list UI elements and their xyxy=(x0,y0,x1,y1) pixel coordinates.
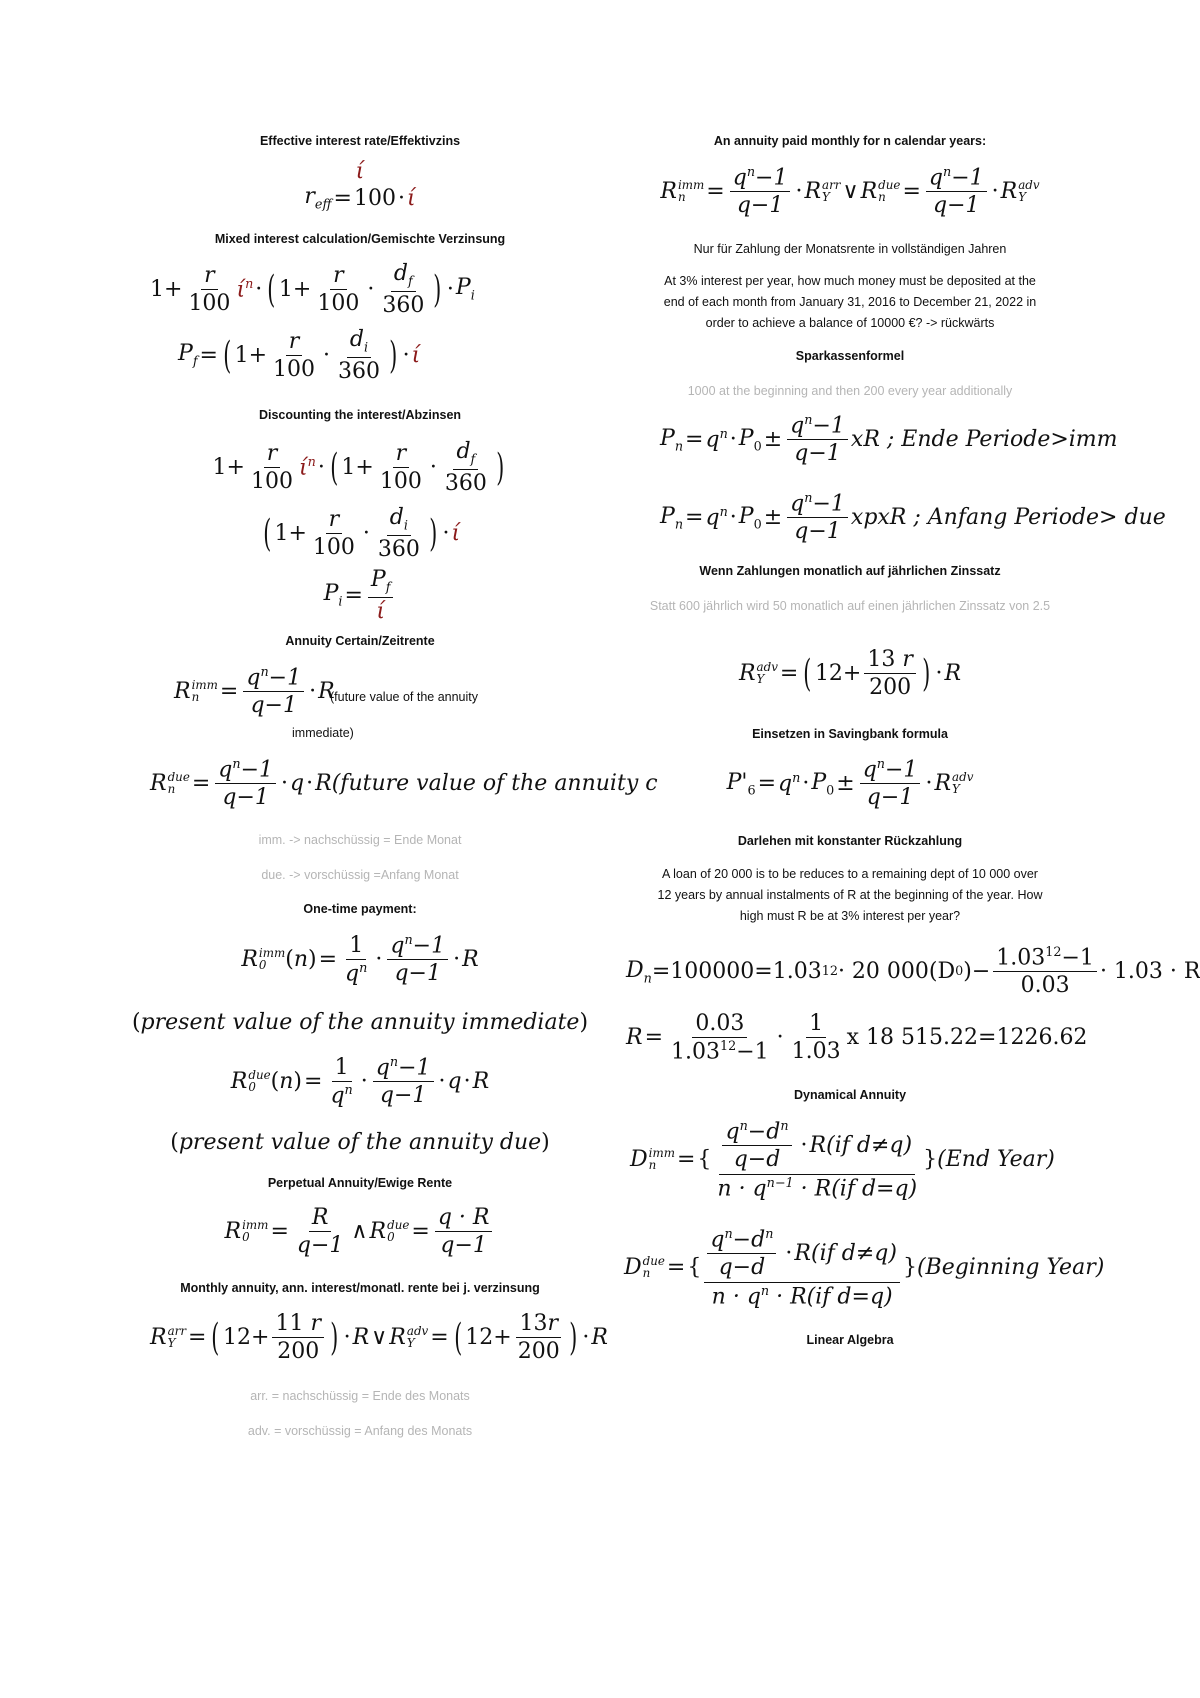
heading-one-time-payment: One-time payment: xyxy=(303,902,417,916)
heading-linear-algebra: Linear Algebra xyxy=(806,1333,894,1347)
gray-1000-note: 1000 at the beginning and then 200 every year additionally xyxy=(687,384,1013,398)
gray-imm-note: imm. -> nachschüssig = Ende Monat xyxy=(258,833,462,847)
heading-wenn: Wenn Zahlungen monatlich auf jährlichen Zinssatz xyxy=(699,564,1001,578)
gray-due-note: due. -> vorschüssig =Anfang Monat xyxy=(261,868,459,882)
formula-present-due: R due 0 ( n ) = $\frac{1}{q^n}$ · $q^n-1$ q−1 · q · R xyxy=(230,1055,490,1109)
present-imm-text: present value of the annuity immediate xyxy=(140,1010,580,1035)
formula-present-imm: R imm 0 ( n ) = $\frac{1}{q^n}$ · $q^n-1$ q−1 · R xyxy=(241,933,479,987)
formula-discount-2: ( 1+ $\frac{r}{100}$ · $d_i$ 360 ) · ί xyxy=(263,505,461,562)
note-future-imm-2: immediate) xyxy=(292,726,354,740)
note-future-imm: (future value of the annuity xyxy=(330,690,479,704)
heading-dynamical: Dynamical Annuity xyxy=(793,1088,907,1102)
heading-annuity-certain: Annuity Certain/Zeitrente xyxy=(285,634,435,648)
dn-tail-text: )− xyxy=(963,959,991,985)
gray-statt-note: Statt 600 jährlich wird 50 monatlich auf einen jährlichen Zinssatz von 2.5 xyxy=(649,599,1051,613)
heading-mixed-interest: Mixed interest calculation/Gemischte Verzinsung xyxy=(214,232,506,246)
gray-adv-note: adv. = vorschüssig = Anfang des Monats xyxy=(247,1424,473,1438)
formula-present-due-text: ( present value of the annuity due ) xyxy=(170,1130,550,1155)
formula-future-imm: R imm n = $\frac{q^n-1}{q-1}$ · R xyxy=(174,665,335,719)
heading-einsetzen: Einsetzen in Savingbank formula xyxy=(752,727,948,741)
heading-sparkassen: Sparkassenformel xyxy=(795,349,905,363)
heading-monthly-calendar: An annuity paid monthly for n calendar years: xyxy=(713,134,987,148)
end-year-text: (End Year) xyxy=(937,1147,1055,1173)
formula-effective-rate-main: $r_{eff}$ = 100 · ί xyxy=(304,184,416,213)
heading-darlehen: Darlehen mit konstanter Rückzahlung xyxy=(737,834,963,848)
gray-arr-note: arr. = nachschüssig = Ende des Monats xyxy=(250,1389,470,1403)
r-end-text: x 18 515.22=1226.62 xyxy=(846,1025,1088,1051)
formula-future-due: R due n = $\frac{q^n-1}{q-1}$ · q · R( future value of the annuity c xyxy=(150,757,658,811)
formula-dynamical-due: D due n = { $\frac{q^n-d^n}{q-d}$ ·R(if d≠q) $n \cdot q^n \cdot R(if$ d=q) } (Beginning Year) xyxy=(624,1227,1105,1309)
dn-eq-text: =100000=1.03 xyxy=(651,959,822,985)
dn-mid-text: · 20 000(D xyxy=(837,959,956,985)
dn-end-text: · 1.03 · R xyxy=(1099,959,1200,985)
heading-effective-interest: Effective interest rate/Effektivzins xyxy=(259,134,461,148)
heading-nur: Nur für Zahlung der Monatsrente in vollständigen Jahren xyxy=(693,242,1007,256)
formula-mixed-1: 1+ $\frac{r}{100}$ $ί^n$ · ( 1+ $\frac{r}{100}$ · $d_f$ 360 ) · $P_i$ xyxy=(150,261,475,318)
formula-monthly-annuity: R arr Y = ( 12+ $\frac{11 r}{200}$ ) · R ∨ R adv Y = ( 12+ $\frac{13r}{200}$ ) · R xyxy=(150,1311,608,1365)
formula-savingbank: $P'_6$ = $q^n$ · $P_0$ ± $\frac{q^n-1}{q-1}$ · R adv Y xyxy=(726,757,974,811)
heading-monthly-annuity: Monthly annuity, ann. interest/monatl. rente bei j. verzinsung xyxy=(180,1281,540,1295)
formula-monthly-calendar: R imm n = $\frac{q^n-1}{q-1}$ · R arr Y ∨ R due n = $\frac{q^n-1}{q-1}$ · R adv Y xyxy=(660,165,1040,219)
formula-discount-1: 1+ $\frac{r}{100}$ $ί^n$ · ( 1+ $\frac{r}{100}$ · $d_f$ 360 ) xyxy=(212,439,505,496)
formula-adv-monthly: R adv Y = ( 12+ $\frac{13 r}{200}$ ) · R xyxy=(738,647,962,701)
present-due-text: present value of the annuity due xyxy=(178,1130,542,1155)
question-deposit: At 3% interest per year, how much money must be deposited at the end of each month from January 31, 2016 to December 21, 2022 in order to achieve a balance of 10000 €? -> rückwärts xyxy=(663,274,1037,330)
future-due-text: future value of the annuity c xyxy=(340,771,658,797)
formula-present-imm-text: ( present value of the annuity immediate ) xyxy=(131,1010,589,1035)
heading-perpetual: Perpetual Annuity/Ewige Rente xyxy=(267,1176,453,1190)
formula-effective-rate: ί xyxy=(355,159,365,184)
formula-ende-periode: $P_n$ = $q^n$ · $P_0$ ± $\frac{q^n-1}{q-1}$ xR ; Ende Periode>imm xyxy=(660,413,1118,467)
formula-loan-r: R = $\frac{0.03}{1.03^{12}-1}$ · 1 1.03 x 18 515.22=1226.62 xyxy=(626,1011,1088,1065)
formula-perpetual: R imm 0 = $\frac{R}{q-1}$ ∧ R due 0 = $\frac{q \cdot R}{q-1}$ xyxy=(130,1206,590,1257)
ende-periode-text: xR ; Ende Periode>imm xyxy=(850,427,1118,453)
beginning-year-text: (Beginning Year) xyxy=(916,1255,1105,1281)
question-loan: A loan of 20 000 is to be reduces to a remaining dept of 10 000 over 12 years by annual instalments of R at the beginning of the year. How high must R be at 3% interest per year? xyxy=(657,867,1043,923)
formula-discount-3: $P_i$ = $\frac{P_f}{ί}$ xyxy=(130,568,590,623)
formula-mixed-2: $P_f$ = ( 1+ $\frac{r}{100}$ · $d_i$ 360 ) · ί xyxy=(178,327,421,384)
formula-anfang-periode: $P_n$ = $q^n$ · $P_0$ ± $\frac{q^n-1}{q-1}$ xpxR ; Anfang Periode> due xyxy=(660,491,1166,545)
heading-discounting: Discounting the interest/Abzinsen xyxy=(258,408,462,422)
anfang-periode-text: xpxR ; Anfang Periode> due xyxy=(850,505,1166,531)
formula-loan-dn: $D_n$ =100000=1.03 12 · 20 000(D 0 )− $\frac{1.03^{12}-1}{0.03}$ · 1.03 · R xyxy=(626,945,1200,999)
formula-dynamical-imm: D imm n = { $\frac{q^n-d^n}{q-d}$ ·R(if d≠q) $n \cdot q^{n-1} \cdot R(if$ d=q) } (End Year) xyxy=(630,1119,1055,1201)
